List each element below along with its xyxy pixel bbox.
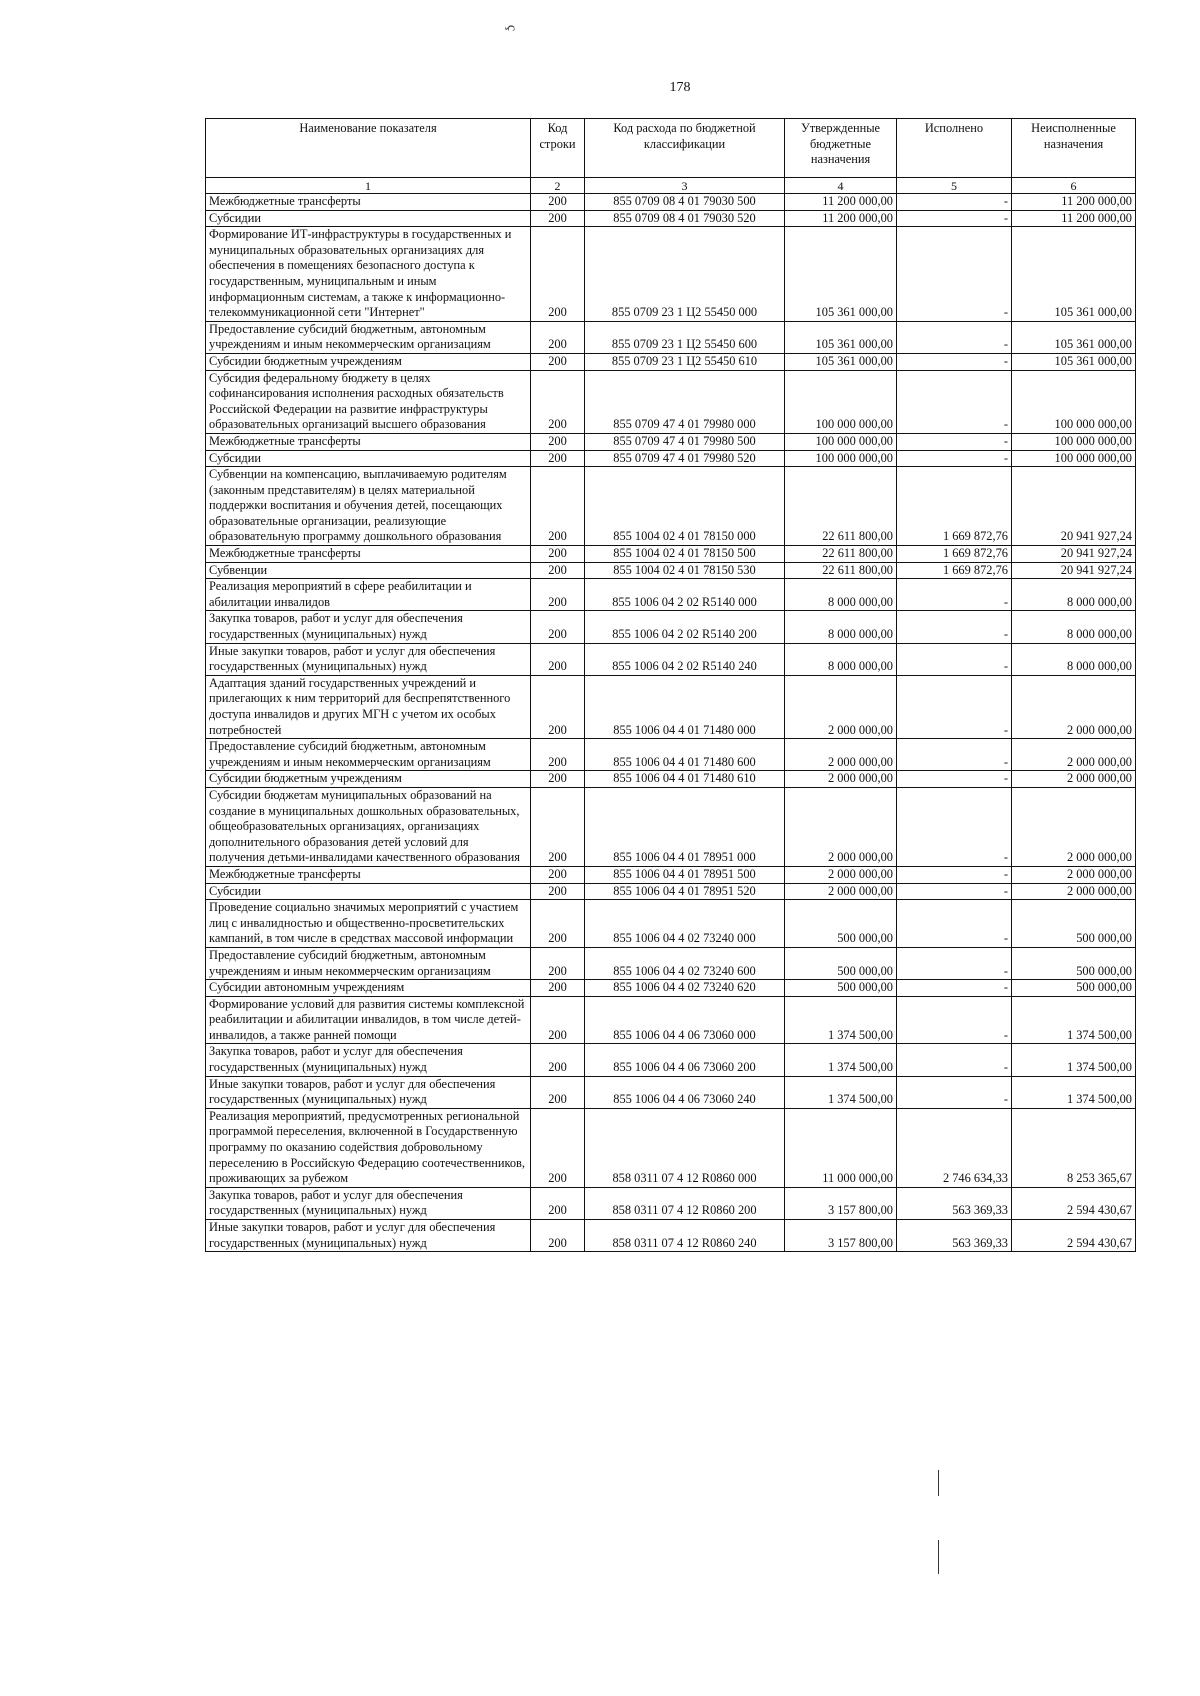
row-code: 200 — [531, 1076, 585, 1108]
remaining-amount: 8 000 000,00 — [1012, 643, 1136, 675]
indicator-name: Предоставление субсидий бюджетным, автономным учреждениям и иным некоммерческим организациям — [206, 739, 531, 771]
budget-execution-table — [205, 118, 1136, 1252]
table-row — [206, 611, 1136, 643]
approved-amount: 3 157 800,00 — [785, 1220, 897, 1252]
page-number: 178 — [669, 80, 691, 95]
executed-amount: - — [897, 787, 1012, 866]
row-code: 200 — [531, 771, 585, 788]
indicator-name: Субвенции на компенсацию, выплачиваемую родителям (законным представителям) в целях материальной поддержки воспитания и обучения детей, посещающих образовательные организации, реализующие образовательную программу дошкольного образования — [206, 467, 531, 546]
indicator-name: Предоставление субсидий бюджетным, автономным учреждениям и иным некоммерческим организациям — [206, 321, 531, 353]
executed-amount: 1 669 872,76 — [897, 546, 1012, 563]
classification-code: 855 1004 02 4 01 78150 000 — [585, 467, 785, 546]
executed-amount: - — [897, 611, 1012, 643]
indicator-name: Реализация мероприятий в сфере реабилитации и абилитации инвалидов — [206, 579, 531, 611]
remaining-amount: 2 594 430,67 — [1012, 1220, 1136, 1252]
header-row — [206, 119, 1136, 178]
approved-amount: 105 361 000,00 — [785, 321, 897, 353]
approved-amount: 8 000 000,00 — [785, 579, 897, 611]
classification-code: 855 1006 04 4 06 73060 200 — [585, 1044, 785, 1076]
classification-code: 855 0709 23 1 Ц2 55450 610 — [585, 353, 785, 370]
indicator-name: Закупка товаров, работ и услуг для обеспечения государственных (муниципальных) нужд — [206, 611, 531, 643]
table-row — [206, 1220, 1136, 1252]
remaining-amount: 1 374 500,00 — [1012, 1076, 1136, 1108]
classification-code: 858 0311 07 4 12 R0860 200 — [585, 1187, 785, 1219]
classification-code: 855 1006 04 2 02 R5140 240 — [585, 643, 785, 675]
indicator-name: Субсидия федеральному бюджету в целях софинансирования исполнения расходных обязательств Российской Федерации на развитие инфраструктуры образовательных организаций высшего образования — [206, 370, 531, 433]
classification-code: 855 0709 23 1 Ц2 55450 000 — [585, 227, 785, 322]
table-row — [206, 467, 1136, 546]
remaining-amount: 2 000 000,00 — [1012, 739, 1136, 771]
executed-amount: - — [897, 321, 1012, 353]
indicator-name: Формирование ИТ-инфраструктуры в государственных и муниципальных образовательных организациях для обеспечения в помещениях безопасного доступа к государственным, муниципальным и иным информационным системам, а также к информационно-телекоммуникационной сети "Интернет" — [206, 227, 531, 322]
remaining-amount: 100 000 000,00 — [1012, 433, 1136, 450]
row-code: 200 — [531, 675, 585, 738]
column-header: Утвержденные бюджетные назначения — [785, 119, 897, 178]
remaining-amount: 20 941 927,24 — [1012, 467, 1136, 546]
remaining-amount: 1 374 500,00 — [1012, 996, 1136, 1044]
executed-amount: - — [897, 883, 1012, 900]
approved-amount: 1 374 500,00 — [785, 1076, 897, 1108]
row-code: 200 — [531, 353, 585, 370]
indicator-name: Субсидии автономным учреждениям — [206, 980, 531, 997]
classification-code: 855 0709 47 4 01 79980 000 — [585, 370, 785, 433]
executed-amount: - — [897, 194, 1012, 211]
table-row — [206, 1108, 1136, 1187]
approved-amount: 100 000 000,00 — [785, 433, 897, 450]
classification-code: 855 1006 04 4 02 73240 620 — [585, 980, 785, 997]
table-row — [206, 1187, 1136, 1219]
approved-amount: 22 611 800,00 — [785, 467, 897, 546]
column-header: Неисполненные назначения — [1012, 119, 1136, 178]
column-number: 3 — [585, 178, 785, 194]
executed-amount: - — [897, 675, 1012, 738]
indicator-name: Формирование условий для развития системы комплексной реабилитации и абилитации инвалидов, в том числе детей-инвалидов, а также ранней помощи — [206, 996, 531, 1044]
indicator-name: Межбюджетные трансферты — [206, 866, 531, 883]
indicator-name: Субсидии — [206, 450, 531, 467]
indicator-name: Иные закупки товаров, работ и услуг для обеспечения государственных (муниципальных) нужд — [206, 1220, 531, 1252]
classification-code: 855 1004 02 4 01 78150 530 — [585, 562, 785, 579]
approved-amount: 500 000,00 — [785, 980, 897, 997]
row-code: 200 — [531, 883, 585, 900]
classification-code: 855 0709 08 4 01 79030 500 — [585, 194, 785, 211]
remaining-amount: 2 000 000,00 — [1012, 883, 1136, 900]
executed-amount: 563 369,33 — [897, 1220, 1012, 1252]
column-number: 5 — [897, 178, 1012, 194]
table-row — [206, 227, 1136, 322]
indicator-name: Закупка товаров, работ и услуг для обеспечения государственных (муниципальных) нужд — [206, 1187, 531, 1219]
classification-code: 855 0709 23 1 Ц2 55450 600 — [585, 321, 785, 353]
row-code: 200 — [531, 643, 585, 675]
classification-code: 855 1006 04 4 01 78951 520 — [585, 883, 785, 900]
approved-amount: 22 611 800,00 — [785, 546, 897, 563]
column-header: Код расхода по бюджетной классификации — [585, 119, 785, 178]
approved-amount: 11 200 000,00 — [785, 194, 897, 211]
remaining-amount: 105 361 000,00 — [1012, 227, 1136, 322]
approved-amount: 2 000 000,00 — [785, 771, 897, 788]
classification-code: 855 1006 04 2 02 R5140 000 — [585, 579, 785, 611]
column-number: 4 — [785, 178, 897, 194]
approved-amount: 2 000 000,00 — [785, 739, 897, 771]
row-code: 200 — [531, 980, 585, 997]
executed-amount: - — [897, 1076, 1012, 1108]
classification-code: 855 1006 04 4 01 71480 000 — [585, 675, 785, 738]
indicator-name: Субсидии бюджетным учреждениям — [206, 353, 531, 370]
remaining-amount: 20 941 927,24 — [1012, 546, 1136, 563]
indicator-name: Субсидии бюджетам муниципальных образований на создание в муниципальных дошкольных образовательных, общеобразовательных организациях, организациях дополнительного образования детей условий для получения детьми-инвалидами качественного образования — [206, 787, 531, 866]
table-row — [206, 546, 1136, 563]
row-code: 200 — [531, 900, 585, 948]
indicator-name: Субсидии — [206, 883, 531, 900]
row-code: 200 — [531, 787, 585, 866]
row-code: 200 — [531, 210, 585, 227]
indicator-name: Субсидии бюджетным учреждениям — [206, 771, 531, 788]
remaining-amount: 100 000 000,00 — [1012, 450, 1136, 467]
table-row — [206, 866, 1136, 883]
remaining-amount: 2 594 430,67 — [1012, 1187, 1136, 1219]
row-code: 200 — [531, 227, 585, 322]
classification-code: 855 0709 08 4 01 79030 520 — [585, 210, 785, 227]
remaining-amount: 8 000 000,00 — [1012, 611, 1136, 643]
approved-amount: 2 000 000,00 — [785, 787, 897, 866]
table-row — [206, 675, 1136, 738]
remaining-amount: 500 000,00 — [1012, 947, 1136, 979]
classification-code: 855 1006 04 4 02 73240 000 — [585, 900, 785, 948]
remaining-amount: 105 361 000,00 — [1012, 353, 1136, 370]
approved-amount: 1 374 500,00 — [785, 1044, 897, 1076]
row-code: 200 — [531, 450, 585, 467]
table-row — [206, 787, 1136, 866]
approved-amount: 8 000 000,00 — [785, 643, 897, 675]
executed-amount: - — [897, 980, 1012, 997]
column-header: Исполнено — [897, 119, 1012, 178]
indicator-name: Адаптация зданий государственных учреждений и прилегающих к ним территорий для беспрепятственного доступа инвалидов и других МГН с учетом их особых потребностей — [206, 675, 531, 738]
row-code: 200 — [531, 1108, 585, 1187]
executed-amount: - — [897, 643, 1012, 675]
remaining-amount: 8 000 000,00 — [1012, 579, 1136, 611]
row-code: 200 — [531, 611, 585, 643]
executed-amount: - — [897, 1044, 1012, 1076]
row-code: 200 — [531, 321, 585, 353]
row-code: 200 — [531, 947, 585, 979]
executed-amount: - — [897, 900, 1012, 948]
executed-amount: - — [897, 353, 1012, 370]
approved-amount: 3 157 800,00 — [785, 1187, 897, 1219]
table-row — [206, 996, 1136, 1044]
table-row — [206, 771, 1136, 788]
row-code: 200 — [531, 546, 585, 563]
indicator-name: Субсидии — [206, 210, 531, 227]
indicator-name: Иные закупки товаров, работ и услуг для обеспечения государственных (муниципальных) нужд — [206, 1076, 531, 1108]
classification-code: 855 1006 04 4 06 73060 000 — [585, 996, 785, 1044]
approved-amount: 500 000,00 — [785, 900, 897, 948]
approved-amount: 22 611 800,00 — [785, 562, 897, 579]
executed-amount: - — [897, 771, 1012, 788]
scan-artifact-line — [938, 1470, 939, 1496]
remaining-amount: 11 200 000,00 — [1012, 194, 1136, 211]
executed-amount: - — [897, 450, 1012, 467]
table-row — [206, 433, 1136, 450]
table-row — [206, 1076, 1136, 1108]
row-code: 200 — [531, 467, 585, 546]
table-row — [206, 980, 1136, 997]
classification-code: 855 1006 04 4 02 73240 600 — [585, 947, 785, 979]
remaining-amount: 2 000 000,00 — [1012, 675, 1136, 738]
column-number: 2 — [531, 178, 585, 194]
approved-amount: 11 200 000,00 — [785, 210, 897, 227]
approved-amount: 1 374 500,00 — [785, 996, 897, 1044]
approved-amount: 105 361 000,00 — [785, 353, 897, 370]
executed-amount: 1 669 872,76 — [897, 467, 1012, 546]
row-code: 200 — [531, 1220, 585, 1252]
approved-amount: 105 361 000,00 — [785, 227, 897, 322]
row-code: 200 — [531, 433, 585, 450]
remaining-amount: 20 941 927,24 — [1012, 562, 1136, 579]
executed-amount: - — [897, 227, 1012, 322]
classification-code: 855 1006 04 2 02 R5140 200 — [585, 611, 785, 643]
classification-code: 855 0709 47 4 01 79980 520 — [585, 450, 785, 467]
approved-amount: 100 000 000,00 — [785, 450, 897, 467]
indicator-name: Межбюджетные трансферты — [206, 433, 531, 450]
row-code: 200 — [531, 1187, 585, 1219]
executed-amount: 563 369,33 — [897, 1187, 1012, 1219]
column-number: 6 — [1012, 178, 1136, 194]
remaining-amount: 2 000 000,00 — [1012, 771, 1136, 788]
column-header: Код строки — [531, 119, 585, 178]
row-code: 200 — [531, 579, 585, 611]
indicator-name: Предоставление субсидий бюджетным, автономным учреждениям и иным некоммерческим организациям — [206, 947, 531, 979]
column-number: 1 — [206, 178, 531, 194]
executed-amount: 2 746 634,33 — [897, 1108, 1012, 1187]
remaining-amount: 2 000 000,00 — [1012, 787, 1136, 866]
remaining-amount: 8 253 365,67 — [1012, 1108, 1136, 1187]
approved-amount: 100 000 000,00 — [785, 370, 897, 433]
row-code: 200 — [531, 194, 585, 211]
column-number-row — [206, 178, 1136, 194]
indicator-name: Реализация мероприятий, предусмотренных региональной программой переселения, включенной в Государственную программу по оказанию содействия добровольному переселению в Российскую Федерацию соотечественников, проживающих за рубежом — [206, 1108, 531, 1187]
classification-code: 855 1006 04 4 06 73060 240 — [585, 1076, 785, 1108]
executed-amount: - — [897, 370, 1012, 433]
column-header: Наименование показателя — [206, 119, 531, 178]
remaining-amount: 11 200 000,00 — [1012, 210, 1136, 227]
approved-amount: 2 000 000,00 — [785, 883, 897, 900]
scan-artifact-line — [938, 1540, 939, 1574]
executed-amount: - — [897, 433, 1012, 450]
indicator-name: Межбюджетные трансферты — [206, 546, 531, 563]
classification-code: 855 0709 47 4 01 79980 500 — [585, 433, 785, 450]
classification-code: 855 1006 04 4 01 71480 600 — [585, 739, 785, 771]
table-row — [206, 900, 1136, 948]
table-row — [206, 194, 1136, 211]
table-row — [206, 579, 1136, 611]
approved-amount: 8 000 000,00 — [785, 611, 897, 643]
remaining-amount: 105 361 000,00 — [1012, 321, 1136, 353]
classification-code: 855 1006 04 4 01 71480 610 — [585, 771, 785, 788]
executed-amount: - — [897, 996, 1012, 1044]
classification-code: 858 0311 07 4 12 R0860 240 — [585, 1220, 785, 1252]
approved-amount: 500 000,00 — [785, 947, 897, 979]
table-row — [206, 739, 1136, 771]
indicator-name: Субвенции — [206, 562, 531, 579]
executed-amount: - — [897, 947, 1012, 979]
table-row — [206, 1044, 1136, 1076]
classification-code: 855 1004 02 4 01 78150 500 — [585, 546, 785, 563]
table-row — [206, 353, 1136, 370]
approved-amount: 2 000 000,00 — [785, 866, 897, 883]
indicator-name: Иные закупки товаров, работ и услуг для обеспечения государственных (муниципальных) нужд — [206, 643, 531, 675]
remaining-amount: 100 000 000,00 — [1012, 370, 1136, 433]
row-code: 200 — [531, 370, 585, 433]
row-code: 200 — [531, 1044, 585, 1076]
table-row — [206, 370, 1136, 433]
indicator-name: Закупка товаров, работ и услуг для обеспечения государственных (муниципальных) нужд — [206, 1044, 531, 1076]
table-row — [206, 947, 1136, 979]
remaining-amount: 500 000,00 — [1012, 980, 1136, 997]
approved-amount: 11 000 000,00 — [785, 1108, 897, 1187]
row-code: 200 — [531, 739, 585, 771]
table-row — [206, 643, 1136, 675]
row-code: 200 — [531, 866, 585, 883]
executed-amount: - — [897, 579, 1012, 611]
scan-mark: ç — [504, 24, 520, 32]
table-row — [206, 562, 1136, 579]
approved-amount: 2 000 000,00 — [785, 675, 897, 738]
classification-code: 855 1006 04 4 01 78951 000 — [585, 787, 785, 866]
executed-amount: 1 669 872,76 — [897, 562, 1012, 579]
table-row — [206, 321, 1136, 353]
table-row — [206, 210, 1136, 227]
remaining-amount: 2 000 000,00 — [1012, 866, 1136, 883]
row-code: 200 — [531, 996, 585, 1044]
remaining-amount: 1 374 500,00 — [1012, 1044, 1136, 1076]
remaining-amount: 500 000,00 — [1012, 900, 1136, 948]
classification-code: 855 1006 04 4 01 78951 500 — [585, 866, 785, 883]
row-code: 200 — [531, 562, 585, 579]
table-row — [206, 883, 1136, 900]
executed-amount: - — [897, 866, 1012, 883]
indicator-name: Проведение социально значимых мероприятий с участием лиц с инвалидностью и общественно-просветительских кампаний, в том числе в средствах массовой информации — [206, 900, 531, 948]
indicator-name: Межбюджетные трансферты — [206, 194, 531, 211]
executed-amount: - — [897, 739, 1012, 771]
executed-amount: - — [897, 210, 1012, 227]
table-row — [206, 450, 1136, 467]
classification-code: 858 0311 07 4 12 R0860 000 — [585, 1108, 785, 1187]
